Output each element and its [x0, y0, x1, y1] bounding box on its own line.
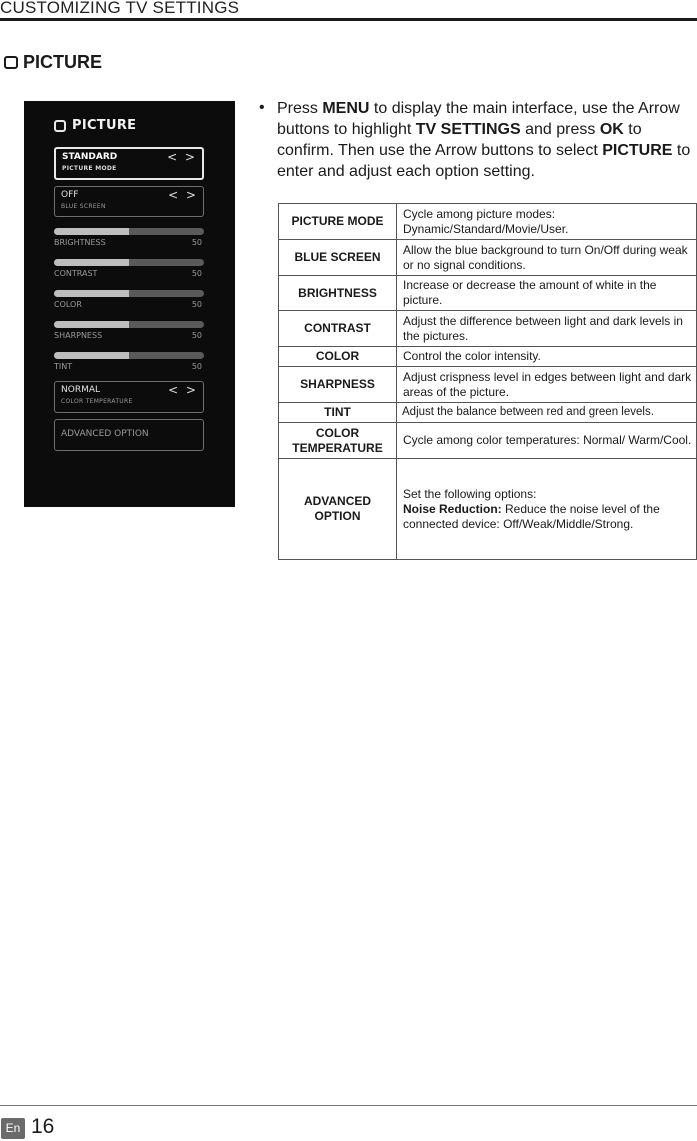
table-desc: Adjust crispness level in edges between light and dark areas of the picture. — [397, 367, 697, 403]
slider-value: 50 — [191, 238, 202, 247]
table-key: BLUE SCREEN — [279, 240, 397, 276]
instr-text: to enter and adjust each option setting. — [277, 142, 691, 180]
instr-text: Press — [277, 100, 323, 117]
table-key: COLOR TEMPERATURE — [279, 423, 397, 459]
picture-mode-value: STANDARD — [62, 152, 118, 162]
left-right-arrows-icon: < > — [168, 188, 198, 202]
footer-rule — [0, 1105, 697, 1106]
instr-tv-settings: TV SETTINGS — [415, 121, 521, 138]
slider-fill — [54, 228, 129, 235]
table-key: PICTURE MODE — [279, 204, 397, 240]
table-row — [279, 423, 697, 459]
section-title: PICTURE — [23, 52, 103, 72]
tv-menu-header — [54, 118, 136, 133]
picture-menu-icon — [54, 120, 66, 132]
left-right-arrows-icon: < > — [167, 150, 197, 164]
table-desc: Allow the blue background to turn On/Off during weak or no signal conditions. — [397, 240, 697, 276]
slider-label: CONTRAST — [54, 269, 98, 278]
table-key: CONTRAST — [279, 311, 397, 347]
table-key: ADVANCED OPTION — [279, 459, 397, 560]
slider-track — [54, 352, 204, 359]
slider-label: COLOR — [54, 300, 82, 309]
table-desc: Cycle among color temperatures: Normal/ Warm/Cool. — [397, 423, 697, 459]
slider-fill — [54, 290, 129, 297]
slider-label: SHARPNESS — [54, 331, 103, 340]
table-key: SHARPNESS — [279, 367, 397, 403]
slider-fill — [54, 321, 129, 328]
slider-fill — [54, 352, 129, 359]
table-row — [279, 311, 697, 347]
table-key: TINT — [279, 403, 397, 423]
table-row — [279, 403, 697, 423]
bullet-point: • — [259, 99, 265, 116]
table-row — [279, 367, 697, 403]
instr-picture: PICTURE — [602, 142, 673, 159]
noise-reduction-desc: Reduce the noise level of the connected device: Off/Weak/Middle/Strong. — [403, 501, 660, 531]
tv-blue-screen-option — [54, 186, 204, 217]
table-key: BRIGHTNESS — [279, 276, 397, 311]
color-temperature-value: NORMAL — [61, 385, 101, 395]
tv-color-temperature-option — [54, 381, 204, 413]
instr-menu-key: MENU — [322, 100, 370, 117]
adv-intro: Set the following options: — [403, 486, 537, 501]
picture-mode-label: PICTURE MODE — [62, 165, 117, 172]
table-desc: Increase or decrease the amount of white in the picture. — [397, 276, 697, 311]
instr-ok-key: OK — [599, 121, 624, 138]
table-desc: Cycle among picture modes: Dynamic/Standard/Movie/User. — [397, 204, 697, 240]
table-desc: Control the color intensity. — [397, 347, 697, 367]
slider-value: 50 — [191, 300, 202, 309]
table-row — [279, 347, 697, 367]
table-row — [279, 240, 697, 276]
instruction-paragraph — [277, 98, 697, 182]
instr-text: to display the main interface, use the Arrow buttons to highlight — [277, 100, 680, 138]
instr-text: and press — [520, 121, 600, 138]
tv-menu-title: PICTURE — [72, 118, 137, 133]
table-row — [279, 204, 697, 240]
table-desc: Adjust the difference between light and dark levels in the pictures. — [397, 311, 697, 347]
slider-label: TINT — [54, 362, 73, 371]
table-row — [279, 459, 697, 560]
slider-track — [54, 321, 204, 328]
language-badge: En — [1, 1118, 25, 1139]
table-desc: Adjust the balance between red and green levels. — [397, 403, 697, 423]
table-row — [279, 276, 697, 311]
page-header-title: CUSTOMIZING TV SETTINGS — [0, 0, 240, 17]
blue-screen-value: OFF — [61, 190, 79, 200]
tv-advanced-option — [54, 419, 204, 451]
options-table — [278, 203, 697, 560]
slider-track — [54, 259, 204, 266]
slider-track — [54, 228, 204, 235]
noise-reduction-label: Noise Reduction: — [403, 501, 502, 516]
slider-fill — [54, 259, 129, 266]
slider-track — [54, 290, 204, 297]
page-number: 16 — [31, 1115, 55, 1138]
slider-value: 50 — [191, 362, 202, 371]
slider-value: 50 — [191, 331, 202, 340]
slider-value: 50 — [191, 269, 202, 278]
tv-picture-mode-option — [54, 147, 204, 180]
header-rule — [0, 18, 697, 21]
blue-screen-label: BLUE SCREEN — [61, 203, 106, 210]
instr-text: to confirm. Then use the Arrow buttons to select — [277, 121, 642, 159]
left-right-arrows-icon: < > — [168, 383, 198, 397]
table-key: COLOR — [279, 347, 397, 367]
color-temperature-label: COLOR TEMPERATURE — [61, 398, 133, 405]
section-heading — [4, 52, 102, 73]
rounded-square-icon — [4, 56, 18, 69]
advanced-option-label: ADVANCED OPTION — [61, 429, 149, 439]
table-desc-advanced — [397, 459, 697, 560]
tv-menu-screenshot — [24, 101, 235, 507]
slider-label: BRIGHTNESS — [54, 238, 106, 247]
